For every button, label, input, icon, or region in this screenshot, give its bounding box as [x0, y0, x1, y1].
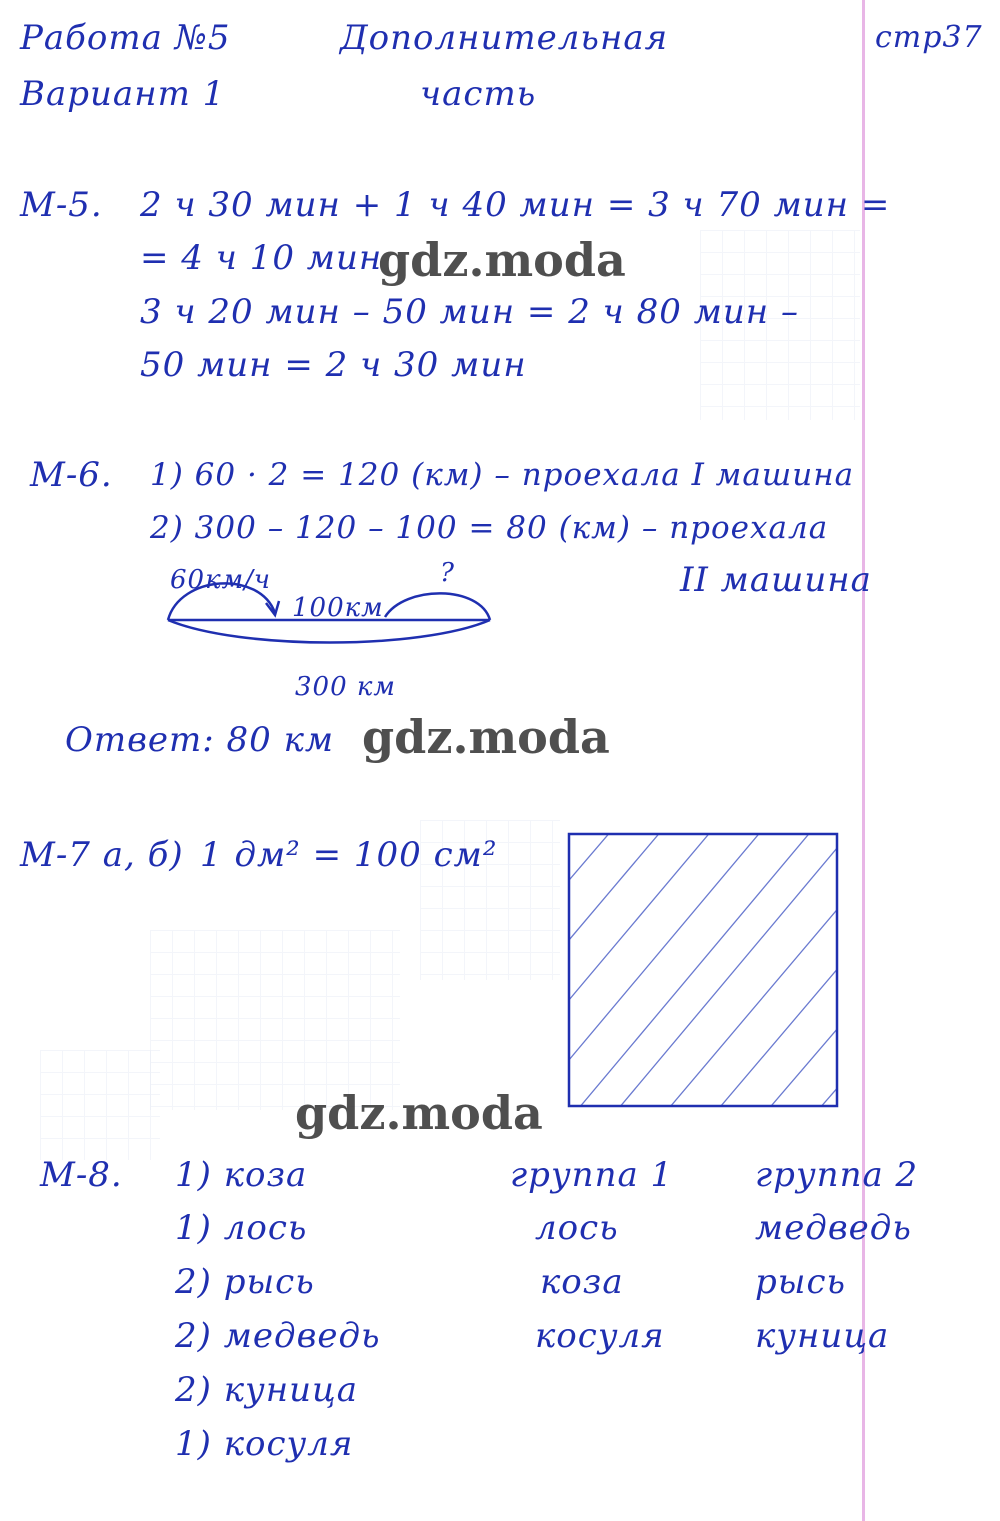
m8-group2-item: медведь — [755, 1208, 912, 1248]
grid-decoration — [40, 1050, 160, 1160]
watermark: gdz.moda — [295, 1086, 543, 1140]
m8-list-item: 2) рысь — [175, 1262, 315, 1302]
watermark: gdz.moda — [378, 233, 626, 287]
m8-list-item: 1) косуля — [175, 1424, 354, 1464]
m6-bottom-brace — [168, 620, 490, 643]
m7-hatched-square — [568, 833, 840, 1109]
m8-group2-item: рысь — [755, 1262, 847, 1302]
header-work: Работа №5 — [20, 18, 231, 58]
header-page: стр37 — [875, 20, 983, 55]
grid-decoration — [150, 930, 400, 1110]
m6-answer: Ответ: 80 км — [65, 720, 335, 760]
m6-diagram-speed: 60км/ч — [170, 565, 272, 595]
m8-list-item: 1) коза — [175, 1155, 308, 1195]
m5-line2: = 4 ч 10 мин — [140, 238, 383, 278]
m8-group2-item: куница — [755, 1316, 890, 1356]
m7-label: М-7 а, б) — [20, 835, 184, 875]
m6-label: М-6. — [30, 455, 113, 495]
m8-list-item: 2) медведь — [175, 1316, 381, 1356]
header-variant: Вариант 1 — [20, 74, 226, 114]
m8-group2-title: группа 2 — [755, 1155, 919, 1195]
m7-equation: 1 дм² = 100 см² — [200, 835, 498, 875]
m6-second-arc — [385, 593, 490, 620]
m7-square-outline — [569, 834, 837, 1106]
watermark: gdz.moda — [362, 710, 610, 764]
m8-group1-item: косуля — [535, 1316, 665, 1356]
m6-line3: II машина — [680, 560, 872, 600]
m8-group1-title: группа 1 — [510, 1155, 674, 1195]
m8-group1-item: коза — [540, 1262, 624, 1302]
m8-list-item: 2) куница — [175, 1370, 359, 1410]
m6-diagram-total: 300 км — [295, 672, 396, 702]
m8-label: М-8. — [40, 1155, 123, 1195]
m6-diagram-middle: 100км — [292, 593, 384, 623]
m6-line2: 2) 300 – 120 – 100 = 80 (км) – проехала — [150, 510, 829, 546]
m5-label: М-5. — [20, 185, 103, 225]
m5-line1: 2 ч 30 мин + 1 ч 40 мин = 3 ч 70 мин = — [140, 185, 891, 225]
m8-group1-item: лось — [535, 1208, 619, 1248]
m5-line3: 3 ч 20 мин – 50 мин = 2 ч 80 мин – — [140, 292, 799, 332]
m8-list-item: 1) лось — [175, 1208, 308, 1248]
m6-diagram-question: ? — [440, 558, 455, 588]
header-part-line1: Дополнительная — [340, 18, 669, 58]
header-part-line2: часть — [420, 74, 537, 114]
margin-line — [862, 0, 865, 1521]
m5-line4: 50 мин = 2 ч 30 мин — [140, 345, 527, 385]
m6-line1: 1) 60 · 2 = 120 (км) – проехала I машина — [150, 457, 855, 493]
